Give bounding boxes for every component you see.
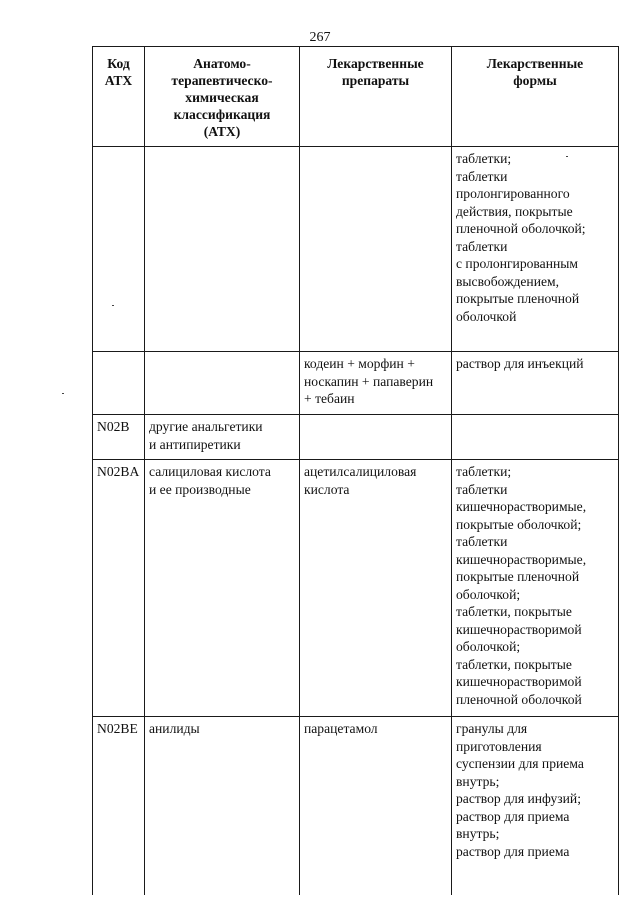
page-number: 267: [309, 30, 331, 45]
forms-cell: [452, 415, 619, 460]
page-bottom-edge: [0, 895, 640, 905]
code-cell: N02BA: [93, 460, 145, 717]
table-row: [93, 147, 619, 352]
drug-cell: парацетамол: [300, 717, 452, 897]
forms-cell: таблетки; таблетки кишечнорастворимые, покрытые оболочкой; таблетки кишечнорастворимые, покрытые пленочной оболочкой; таблетки, покрытые кишечнорастворимой оболочкой; таблетки, покрытые кишечнорастворимой пленочной оболочкой: [452, 460, 619, 717]
table-row: [93, 415, 619, 460]
table-header-row: [93, 47, 619, 147]
table-row: [93, 460, 619, 717]
scan-speck: [112, 305, 114, 306]
scan-speck: [62, 393, 64, 394]
header-forms: Лекарственные формы: [452, 47, 619, 147]
drug-cell: [300, 415, 452, 460]
forms-cell: таблетки; таблетки пролонгированного действия, покрытые пленочной оболочкой; таблетки с пролонгированным высвобождением, покрытые пленочной оболочкой: [452, 147, 619, 352]
table-row: [93, 352, 619, 415]
drug-cell: кодеин + морфин + носкапин + папаверин + тебаин: [300, 352, 452, 415]
table-row: [93, 717, 619, 897]
classification-cell: [145, 352, 300, 415]
code-cell: N02BE: [93, 717, 145, 897]
forms-cell: раствор для инъекций: [452, 352, 619, 415]
code-cell: [93, 352, 145, 415]
drug-cell: ацетилсалициловая кислота: [300, 460, 452, 717]
header-drugs: Лекарственные препараты: [300, 47, 452, 147]
drug-cell: [300, 147, 452, 352]
code-cell: [93, 147, 145, 352]
classification-cell: другие анальгетики и антипиретики: [145, 415, 300, 460]
forms-cell: гранулы для приготовления суспензии для приема внутрь; раствор для инфузий; раствор для приема внутрь; раствор для приема: [452, 717, 619, 897]
classification-cell: салициловая кислота и ее производные: [145, 460, 300, 717]
code-cell: N02B: [93, 415, 145, 460]
header-code: Код АТХ: [93, 47, 145, 147]
classification-cell: [145, 147, 300, 352]
classification-cell: анилиды: [145, 717, 300, 897]
header-classification: Анатомо- терапевтическо- химическая классификация (АТХ): [145, 47, 300, 147]
scan-speck: [566, 156, 568, 157]
atx-table: [92, 46, 619, 897]
